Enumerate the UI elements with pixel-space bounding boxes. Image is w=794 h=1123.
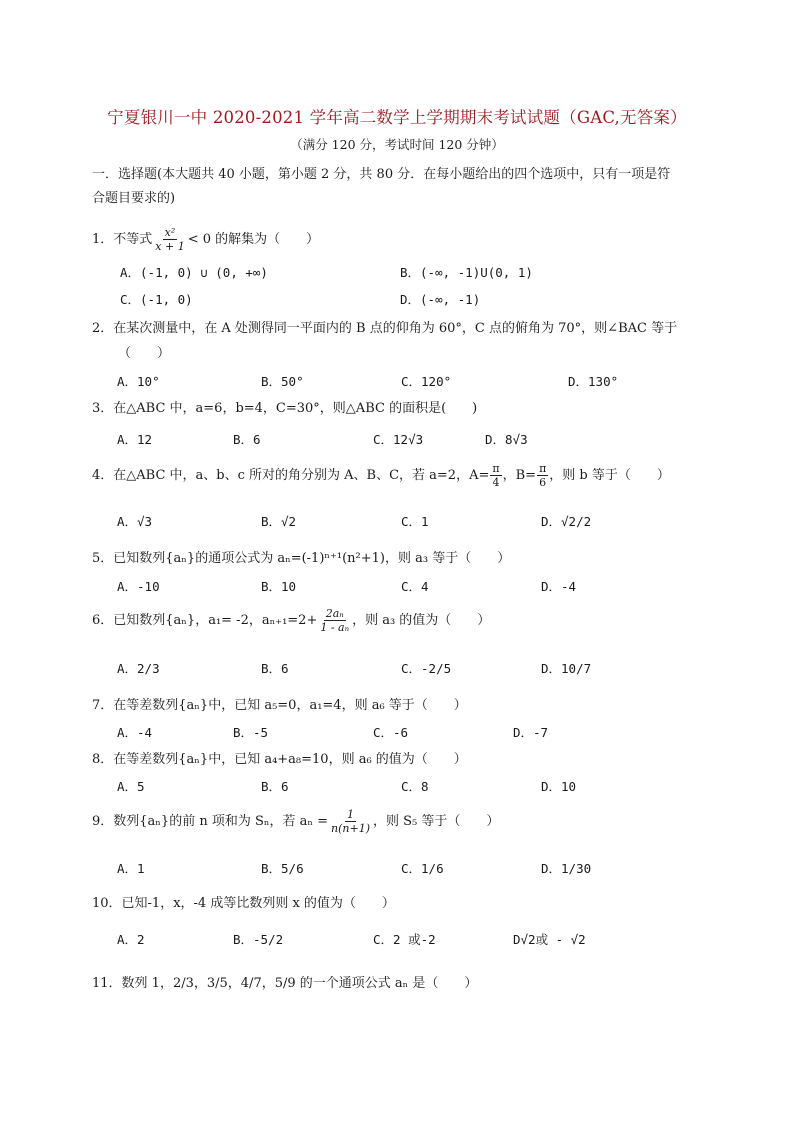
q10-option-a: A．2 — [117, 932, 145, 947]
q7-option-b: B．-5 — [233, 725, 269, 740]
q6-option-a: A．2/3 — [117, 661, 160, 676]
q4-option-d: D．√2/2 — [541, 514, 592, 529]
q6-option-c: C．-2/5 — [401, 661, 452, 676]
q1-option-d: D．(-∞, -1) — [400, 292, 481, 307]
fraction-numerator: 2aₙ — [325, 607, 344, 620]
q2-option-a: A．10° — [117, 374, 160, 389]
question-8: 8．在等差数列{aₙ}中，已知 a₄+a₈=10，则 a₆ 的值为（ ） — [92, 752, 467, 767]
q1-option-c: C．(-1, 0) — [120, 292, 193, 307]
question-6-fraction — [318, 607, 351, 634]
fraction-numerator: x² — [164, 226, 176, 239]
q3-option-d: D．8√3 — [485, 432, 528, 447]
question-1 — [92, 226, 319, 253]
q1-option-b: B．(-∞, -1)U(0, 1) — [400, 265, 533, 280]
question-9-fraction — [329, 808, 372, 835]
question-9 — [92, 808, 499, 835]
q4-option-b: B．√2 — [261, 514, 297, 529]
exam-subtitle: （满分 120 分，考试时间 120 分钟） — [290, 137, 504, 152]
question-6 — [92, 607, 490, 634]
q5-option-a: A．-10 — [117, 579, 160, 594]
q9-option-b: B．5/6 — [261, 861, 304, 876]
question-5: 5．已知数列{aₙ}的通项公式为 aₙ=(-1)ⁿ⁺¹(n²+1)，则 a₃ 等于（ ） — [92, 551, 511, 566]
q3-option-b: B．6 — [233, 432, 261, 447]
q5-option-b: B．10 — [261, 579, 297, 594]
fraction-numerator: π — [492, 462, 500, 475]
section-heading-line1: 一．选择题(本大题共 40 小题，第小题 2 分，共 80 分．在每小题给出的四个选项中，只有一项是符 — [92, 167, 671, 182]
fraction-numerator: π — [539, 462, 547, 475]
question-4-suffix: ，则 b 等于（ ） — [549, 467, 670, 483]
q8-option-b: B．6 — [261, 779, 289, 794]
question-4-angle-b-fraction — [537, 462, 548, 489]
fraction-denominator: n(n+1) — [331, 822, 370, 835]
fraction-numerator: 1 — [347, 808, 355, 821]
q7-option-c: C．-6 — [373, 725, 409, 740]
question-1-prefix: 1．不等式 — [92, 231, 153, 247]
fraction-denominator: 1 - aₙ — [320, 621, 350, 634]
q6-option-b: B．6 — [261, 661, 289, 676]
q10-option-d: D√2或 - √2 — [513, 932, 586, 947]
q8-option-c: C．8 — [401, 779, 429, 794]
q7-option-a: A．-4 — [117, 725, 153, 740]
q8-option-a: A．5 — [117, 779, 145, 794]
question-9-prefix: 9．数列{aₙ}的前 n 项和为 Sₙ，若 aₙ = — [92, 813, 329, 829]
question-3: 3．在△ABC 中，a=6，b=4，C=30°，则△ABC 的面积是( ) — [92, 401, 478, 416]
q3-option-c: C．12√3 — [373, 432, 424, 447]
q6-option-d: D．10/7 — [541, 661, 592, 676]
fraction-denominator: 6 — [539, 476, 547, 489]
q2-option-c: C．120° — [401, 374, 452, 389]
question-4-prefix: 4．在△ABC 中，a、b、c 所对的角分别为 A、B、C，若 a=2，A= — [92, 467, 490, 483]
q7-option-d: D．-7 — [513, 725, 549, 740]
question-6-suffix: ，则 a₃ 的值为（ ） — [352, 612, 491, 628]
q10-option-b: B．-5/2 — [233, 932, 284, 947]
fraction-denominator: 4 — [492, 476, 500, 489]
question-11: 11．数列 1，2/3，3/5，4/7，5/9 的一个通项公式 aₙ 是（ ） — [92, 976, 478, 991]
section-heading-line2: 合题目要求的) — [92, 191, 176, 206]
question-1-fraction — [153, 226, 186, 253]
question-9-suffix: ，则 S₅ 等于（ ） — [373, 813, 500, 829]
question-4 — [92, 462, 670, 489]
q10-option-c: C．2 或-2 — [373, 932, 436, 947]
question-4-angle-a-fraction — [490, 462, 501, 489]
question-2-line2: （ ） — [118, 346, 171, 361]
page-title: 宁夏银川一中 2020-2021 学年高二数学上学期期末考试试题（GAC,无答案） — [107, 108, 687, 127]
question-6-prefix: 6．已知数列{aₙ}，a₁= -2，aₙ₊₁=2+ — [92, 612, 318, 628]
q1-option-a: A．(-1, 0) ∪ (0, +∞) — [120, 265, 268, 280]
q8-option-d: D．10 — [541, 779, 577, 794]
question-1-suffix: < 0 的解集为（ ） — [187, 231, 320, 247]
q2-option-d: D．130° — [568, 374, 619, 389]
q9-option-d: D．1/30 — [541, 861, 592, 876]
q3-option-a: A．12 — [117, 432, 153, 447]
q2-option-b: B．50° — [261, 374, 304, 389]
question-2-line1: 2．在某次测量中，在 A 处测得同一平面内的 B 点的仰角为 60°，C 点的俯角为 70°，则∠BAC 等于 — [92, 321, 678, 336]
fraction-denominator: x + 1 — [155, 240, 185, 253]
q9-option-c: C．1/6 — [401, 861, 444, 876]
q4-option-a: A．√3 — [117, 514, 153, 529]
question-10: 10．已知-1，x，-4 成等比数列则 x 的值为（ ） — [92, 896, 395, 911]
q5-option-d: D．-4 — [541, 579, 577, 594]
q5-option-c: C．4 — [401, 579, 429, 594]
q4-option-c: C．1 — [401, 514, 429, 529]
question-7: 7．在等差数列{aₙ}中，已知 a₅=0，a₁=4，则 a₆ 等于（ ） — [92, 698, 467, 713]
question-4-middle: ，B= — [502, 467, 537, 483]
q9-option-a: A．1 — [117, 861, 145, 876]
